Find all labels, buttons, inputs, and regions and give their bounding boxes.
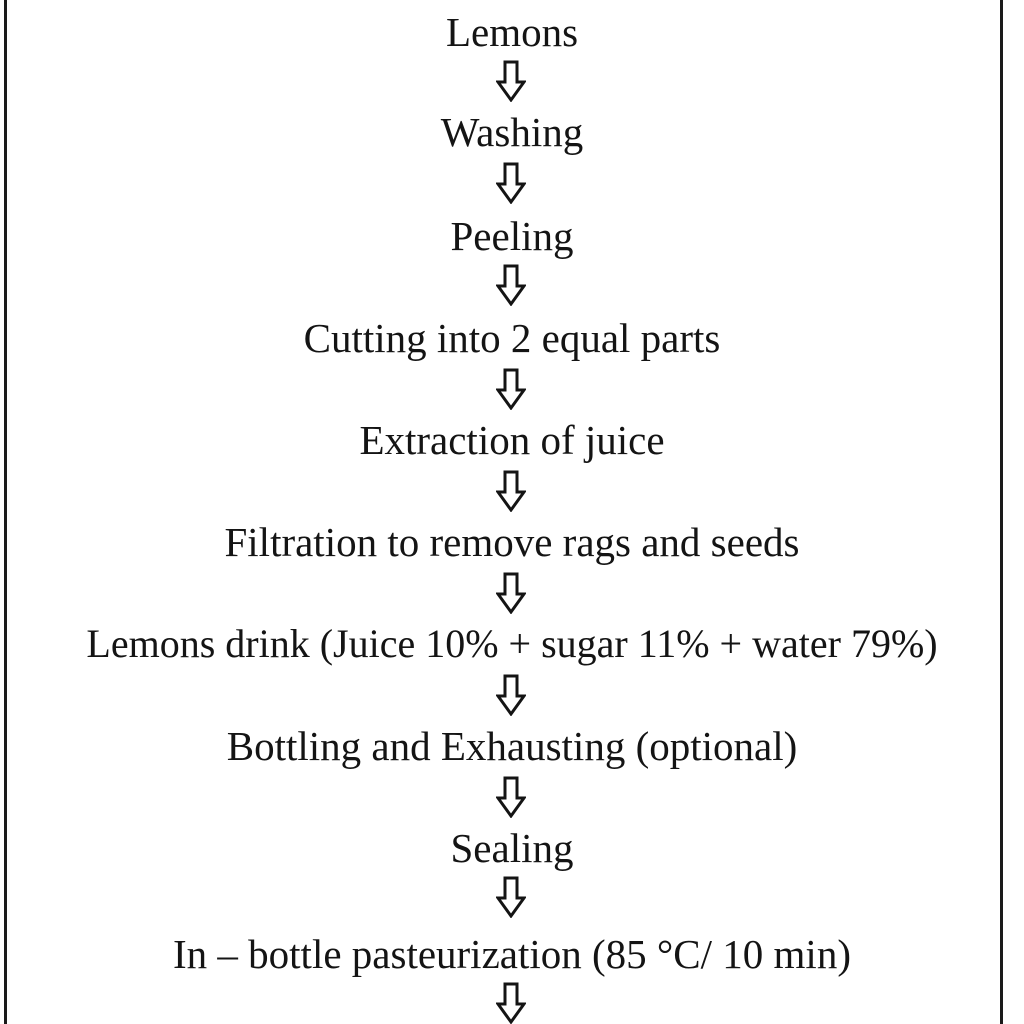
down-arrow-icon xyxy=(496,776,526,818)
step-extraction: Extraction of juice xyxy=(359,417,665,463)
down-arrow-icon xyxy=(496,876,526,918)
down-arrow-icon xyxy=(496,572,526,614)
down-arrow-icon xyxy=(496,60,526,102)
step-cutting: Cutting into 2 equal parts xyxy=(303,315,721,361)
step-sealing: Sealing xyxy=(450,825,574,871)
down-arrow-icon xyxy=(496,674,526,716)
step-filtration: Filtration to remove rags and seeds xyxy=(224,519,800,565)
down-arrow-icon xyxy=(496,368,526,410)
down-arrow-icon xyxy=(496,162,526,204)
step-pasteurization: In – bottle pasteurization (85 °C/ 10 min) xyxy=(173,931,851,977)
step-lemons: Lemons xyxy=(445,9,579,55)
step-washing: Washing xyxy=(440,109,584,155)
down-arrow-icon xyxy=(496,264,526,306)
down-arrow-icon xyxy=(496,982,526,1024)
step-bottling: Bottling and Exhausting (optional) xyxy=(226,723,798,769)
step-lemons-drink: Lemons drink (Juice 10% + sugar 11% + water 79%) xyxy=(86,621,938,666)
step-peeling: Peeling xyxy=(450,213,574,259)
down-arrow-icon xyxy=(496,470,526,512)
